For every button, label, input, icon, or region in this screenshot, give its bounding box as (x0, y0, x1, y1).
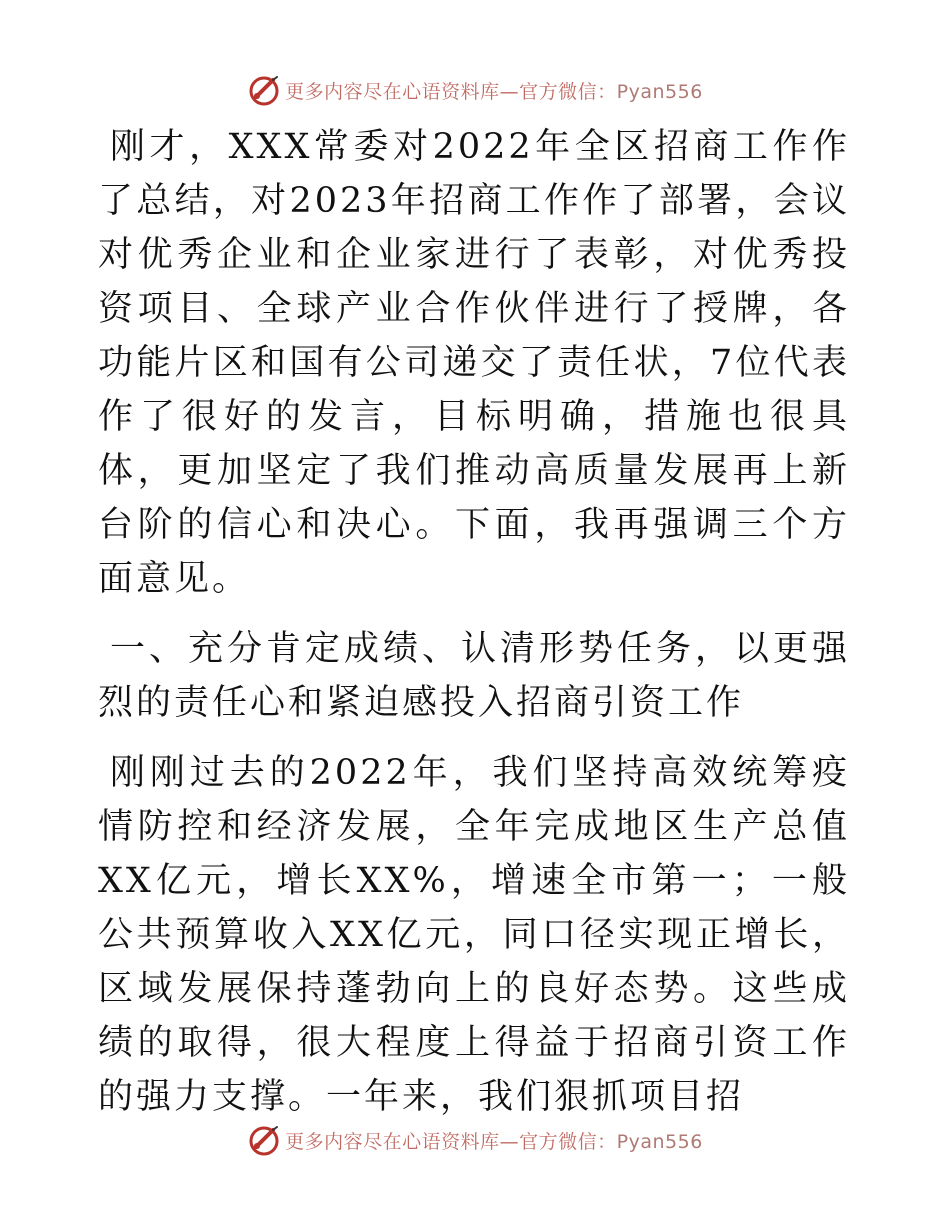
watermark-banner-top (0, 70, 950, 110)
document-body (98, 120, 850, 1124)
brush-logo-icon (247, 73, 281, 107)
watermark-banner-bottom (0, 1120, 950, 1160)
watermark-site-text: 更多内容尽在心语资料库—官方微信： (285, 1130, 617, 1153)
section-heading-1: 一、充分肯定成绩、认清形势任务，以更强烈的责任心和紧迫感投入招商引资工作 (98, 629, 850, 723)
watermark-text (285, 1127, 703, 1154)
watermark-site-text: 更多内容尽在心语资料库—官方微信： (285, 80, 617, 103)
paragraph-achievements: 刚刚过去的2022年，我们坚持高效统筹疫情防控和经济发展，全年完成地区生产总值XX亿元，增长XX%，增速全市第一；一般公共预算收入XX亿元，同口径实现正增长，区域发展保持蓬勃向上的良好态势。这些成绩的取得，很大程度上得益于招商引资工作的强力支撑。一年来，我们狠抓项目招 (98, 753, 850, 1117)
watermark-wechat-id: Pyan556 (616, 80, 703, 103)
paragraph-intro: 刚才，XXX常委对2022年全区招商工作作了总结，对2023年招商工作作了部署，会议对优秀企业和企业家进行了表彰，对优秀投资项目、全球产业合作伙伴进行了授牌，各功能片区和国有公司递交了责任状，7位代表作了很好的发言，目标明确，措施也很具体，更加坚定了我们推动高质量发展再上新台阶的信心和决心。下面，我再强调三个方面意见。 (98, 127, 850, 599)
watermark-text (285, 77, 703, 104)
brush-logo-icon (247, 1123, 281, 1157)
watermark-wechat-id: Pyan556 (616, 1130, 703, 1153)
